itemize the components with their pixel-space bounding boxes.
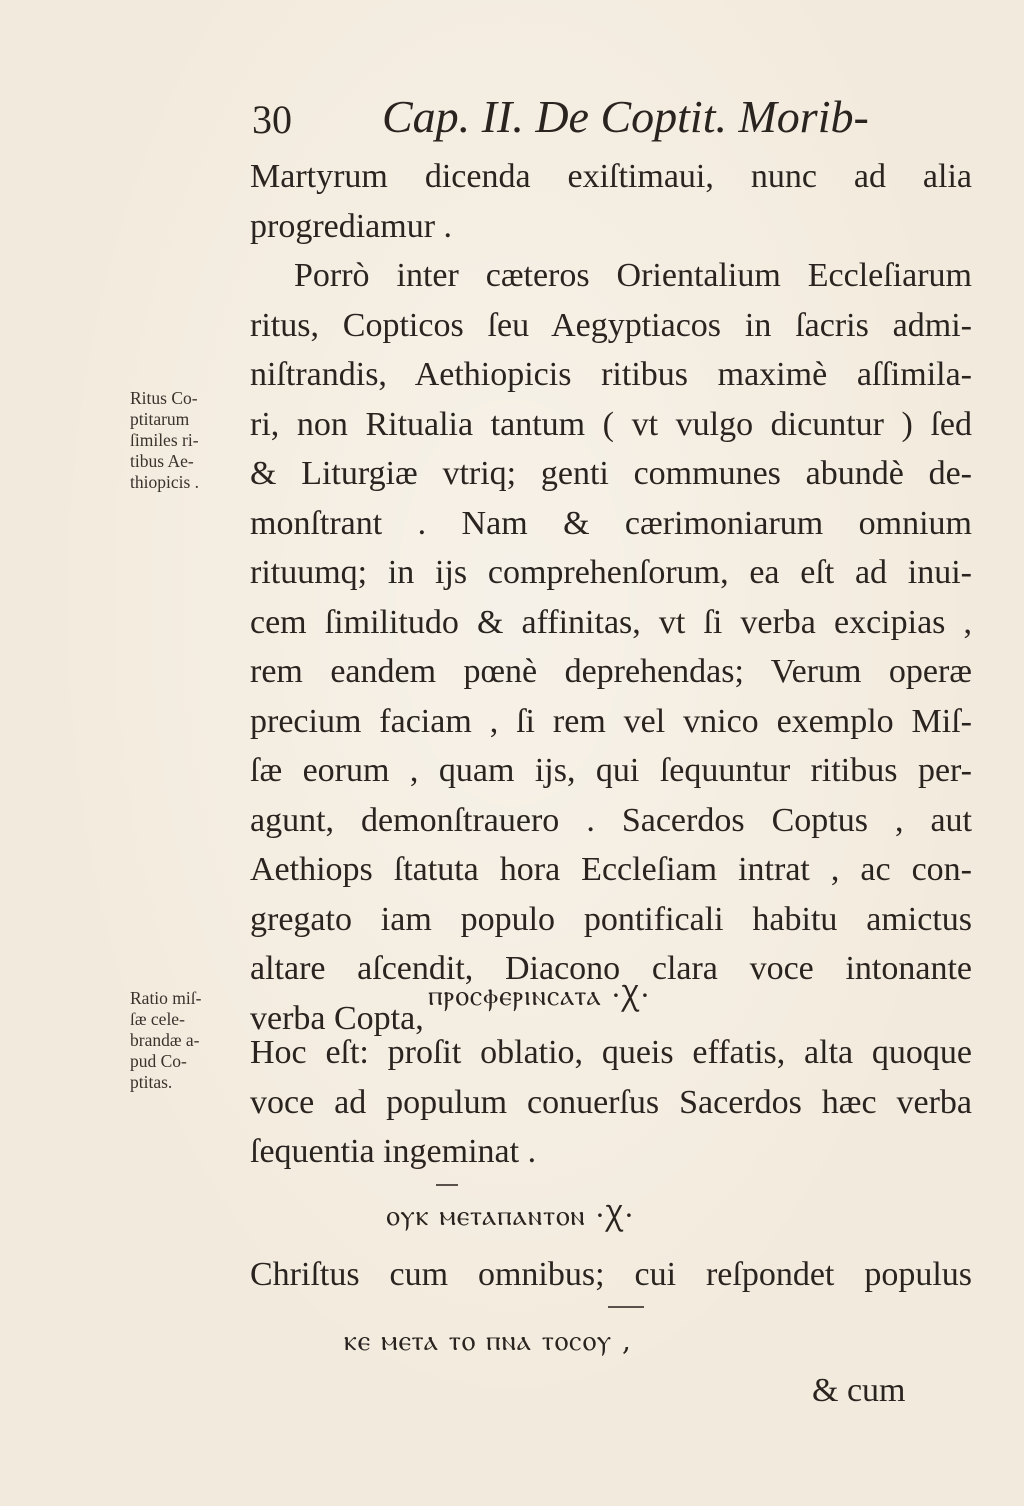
text-line: ſequentia ingeminat .: [250, 1133, 537, 1170]
text-line: agunt, demonſtrauero . Sacerdos Coptus , aut: [250, 801, 972, 839]
margin-note-line: tibus Ae-: [130, 451, 194, 471]
page-number: 30: [252, 97, 292, 142]
text-line: niſtrandis, Aethiopicis ritibus maximè aſſimila-: [250, 356, 972, 393]
text-line: cem ſimilitudo & affinitas, vt ſi verba excipias ,: [250, 603, 972, 641]
text-block-3: [250, 1250, 972, 1300]
text-line: gregato iam populo pontificali habitu amictus: [250, 900, 972, 938]
coptic-line-1: ⲡⲣⲟⲥⲫⲉⲣⲓⲛⲥⲁⲧⲁ ·Ꭓ·: [428, 979, 651, 1012]
overline-mark: [436, 1184, 458, 1186]
catchword: & cum: [812, 1372, 906, 1409]
text-line: ritus, Copticos ſeu Aegyptiacos in ſacris admi-: [250, 306, 972, 344]
margin-note-line: ptitas.: [130, 1072, 173, 1092]
margin-note-mass: [130, 988, 242, 1093]
margin-note-line: Ritus Co-: [130, 388, 198, 408]
text-line: progrediamur .: [250, 207, 453, 245]
text-line: voce ad populum conuerſus Sacerdos hæc verba: [250, 1083, 972, 1121]
text-line: ſæ eorum , quam ijs, qui ſequuntur ritibus per-: [250, 752, 972, 789]
main-text-block: [250, 152, 972, 1043]
margin-note-line: ſæ cele-: [130, 1009, 185, 1029]
text-line: & Liturgiæ vtriq; genti communes abundè de-: [250, 455, 972, 492]
text-line: rem eandem pœnè deprehendas; Verum operæ: [250, 653, 972, 690]
margin-note-line: Ratio miſ-: [130, 988, 202, 1008]
margin-note-line: brandæ a-: [130, 1030, 200, 1050]
text-line: ri, non Ritualia tantum ( vt vulgo dicuntur ) ſed: [250, 405, 972, 443]
text-block-2: [250, 1028, 972, 1177]
page-header: [250, 90, 970, 150]
margin-note-rites: [130, 388, 242, 493]
text-line: rituumq; in ijs comprehenſorum, ea eſt ad inui-: [250, 554, 972, 591]
text-line: Porrò inter cæteros Orientalium Eccleſiarum: [294, 257, 972, 294]
margin-note-line: thiopicis .: [130, 472, 200, 492]
overline-mark: [608, 1306, 644, 1308]
margin-note-line: pud Co-: [130, 1051, 187, 1071]
margin-note-line: ſimiles ri-: [130, 430, 199, 450]
text-line: Chriſtus cum omnibus; cui reſpondet populus: [250, 1256, 972, 1293]
text-line: Aethiops ſtatuta hora Eccleſiam intrat , ac con-: [250, 851, 972, 888]
text-line: precium faciam , ſi rem vel vnico exemplo Miſ-: [250, 702, 972, 740]
text-line: Martyrum dicenda exiſtimaui, nunc ad alia: [250, 158, 972, 195]
coptic-line-3: ⲕⲉ ⲙⲉⲧⲁ ⲧⲟ ⲡⲛⲁ ⲧⲟⲥⲟⲩ ,: [344, 1324, 632, 1357]
text-line: altare aſcendit, Diacono clara voce intonante: [250, 950, 972, 987]
margin-note-line: ptitarum: [130, 409, 190, 429]
text-line: Hoc eſt: proſit oblatio, queis effatis, alta quoque: [250, 1034, 972, 1071]
running-head: Cap. II. De Coptit. Morib-: [382, 91, 869, 142]
coptic-line-2: ⲟⲩⲕ ⲙⲉⲧⲁⲡⲁⲛⲧⲟⲛ ·Ꭓ·: [386, 1199, 635, 1232]
text-line: verba Copta,: [250, 999, 424, 1037]
text-line: monſtrant . Nam & cærimoniarum omnium: [250, 504, 972, 542]
